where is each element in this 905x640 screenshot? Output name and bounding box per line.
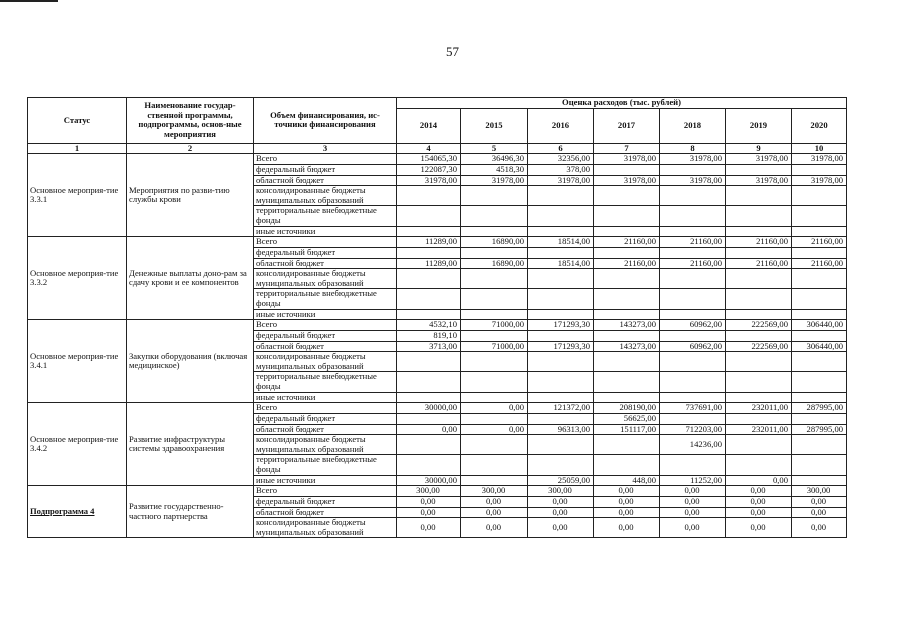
amount-cell (660, 164, 726, 175)
amount-cell (792, 475, 847, 486)
amount-cell: 31978,00 (461, 175, 528, 186)
amount-cell (461, 330, 528, 341)
funding-source: областной бюджет (254, 258, 397, 269)
amount-cell: 36496,30 (461, 154, 528, 165)
funding-source: областной бюджет (254, 507, 397, 518)
amount-cell: 31978,00 (594, 175, 660, 186)
amount-cell: 143273,00 (594, 320, 660, 331)
amount-cell (660, 226, 726, 237)
amount-cell (594, 247, 660, 258)
financing-table (27, 97, 847, 538)
header-status: Статус (28, 98, 127, 144)
amount-cell (594, 392, 660, 403)
row-status (28, 403, 127, 486)
amount-cell: 11252,00 (660, 475, 726, 486)
amount-cell (397, 206, 461, 226)
row-name: Денежные выплаты доно-рам за сдачу крови и ее компонентов (127, 237, 254, 320)
amount-cell (726, 289, 792, 309)
amount-cell (528, 206, 594, 226)
amount-cell (660, 330, 726, 341)
amount-cell (792, 413, 847, 424)
amount-cell (726, 413, 792, 424)
amount-cell: 232011,00 (726, 424, 792, 435)
amount-cell (726, 247, 792, 258)
amount-cell: 0,00 (660, 518, 726, 538)
amount-cell (461, 392, 528, 403)
amount-cell (792, 330, 847, 341)
amount-cell (660, 269, 726, 289)
header-year: 2014 (397, 108, 461, 143)
column-number: 10 (792, 143, 847, 154)
amount-cell: 0,00 (792, 507, 847, 518)
amount-cell (792, 372, 847, 392)
amount-cell: 21160,00 (726, 237, 792, 248)
amount-cell (528, 435, 594, 455)
amount-cell (660, 309, 726, 320)
amount-cell (726, 226, 792, 237)
amount-cell (461, 372, 528, 392)
table-row (28, 154, 847, 165)
amount-cell (461, 475, 528, 486)
column-number: 3 (254, 143, 397, 154)
amount-cell (792, 226, 847, 237)
header-volume: Объем финансирования, ис-точники финансирования (254, 98, 397, 144)
amount-cell: 21160,00 (660, 258, 726, 269)
amount-cell: 0,00 (397, 496, 461, 507)
amount-cell (594, 330, 660, 341)
amount-cell (594, 352, 660, 372)
amount-cell (528, 309, 594, 320)
column-number: 8 (660, 143, 726, 154)
header-name: Наименование государ-ственной программы, подпрограммы, основ-ные мероприятия (127, 98, 254, 144)
amount-cell: 222569,00 (726, 341, 792, 352)
amount-cell: 143273,00 (594, 341, 660, 352)
amount-cell (461, 247, 528, 258)
funding-source: иные источники (254, 309, 397, 320)
funding-source: консолидированные бюджеты муниципальных образований (254, 269, 397, 289)
amount-cell (461, 226, 528, 237)
amount-cell: 0,00 (461, 424, 528, 435)
amount-cell: 18514,00 (528, 237, 594, 248)
amount-cell: 14236,00 (660, 435, 726, 455)
amount-cell (461, 435, 528, 455)
amount-cell (594, 269, 660, 289)
column-number: 4 (397, 143, 461, 154)
amount-cell (792, 247, 847, 258)
amount-cell: 448,00 (594, 475, 660, 486)
amount-cell: 71000,00 (461, 341, 528, 352)
amount-cell (461, 309, 528, 320)
amount-cell (397, 309, 461, 320)
amount-cell: 0,00 (660, 496, 726, 507)
amount-cell: 171293,30 (528, 341, 594, 352)
amount-cell (528, 289, 594, 309)
amount-cell (726, 309, 792, 320)
amount-cell (594, 289, 660, 309)
funding-source: федеральный бюджет (254, 413, 397, 424)
amount-cell (792, 289, 847, 309)
header-estimate: Оценка расходов (тыс. рублей) (397, 98, 847, 109)
header-year: 2017 (594, 108, 660, 143)
table-row (28, 320, 847, 331)
amount-cell (397, 289, 461, 309)
amount-cell: 31978,00 (594, 154, 660, 165)
amount-cell (792, 269, 847, 289)
amount-cell (594, 164, 660, 175)
amount-cell: 0,00 (461, 496, 528, 507)
amount-cell: 306440,00 (792, 341, 847, 352)
amount-cell: 0,00 (594, 496, 660, 507)
row-name: Мероприятия по разви-тию службы крови (127, 154, 254, 237)
amount-cell (594, 455, 660, 475)
amount-cell (660, 372, 726, 392)
amount-cell: 60962,00 (660, 341, 726, 352)
amount-cell: 154065,30 (397, 154, 461, 165)
row-status (28, 486, 127, 538)
amount-cell: 0,00 (660, 486, 726, 497)
amount-cell: 819,10 (397, 330, 461, 341)
amount-cell: 0,00 (528, 507, 594, 518)
amount-cell: 378,00 (528, 164, 594, 175)
amount-cell (461, 289, 528, 309)
amount-cell: 25059,00 (528, 475, 594, 486)
column-number: 1 (28, 143, 127, 154)
funding-source: территориальные внебюджетные фонды (254, 206, 397, 226)
amount-cell (726, 269, 792, 289)
amount-cell: 171293,30 (528, 320, 594, 331)
amount-cell (792, 352, 847, 372)
amount-cell (528, 330, 594, 341)
amount-cell (660, 352, 726, 372)
amount-cell (528, 413, 594, 424)
amount-cell: 0,00 (594, 486, 660, 497)
amount-cell (461, 269, 528, 289)
amount-cell (528, 269, 594, 289)
status-label: Основное мероприя-тие 3.4.2 (30, 433, 119, 454)
amount-cell: 712203,00 (660, 424, 726, 435)
amount-cell: 21160,00 (594, 258, 660, 269)
header-year: 2015 (461, 108, 528, 143)
amount-cell (594, 206, 660, 226)
amount-cell: 32356,00 (528, 154, 594, 165)
amount-cell: 0,00 (726, 518, 792, 538)
amount-cell (528, 226, 594, 237)
page-number: 57 (446, 44, 459, 59)
funding-source: областной бюджет (254, 175, 397, 186)
funding-source: федеральный бюджет (254, 164, 397, 175)
amount-cell (528, 455, 594, 475)
amount-cell (726, 372, 792, 392)
funding-source: иные источники (254, 475, 397, 486)
amount-cell (397, 226, 461, 237)
amount-cell (528, 247, 594, 258)
amount-cell: 300,00 (792, 486, 847, 497)
funding-source: федеральный бюджет (254, 247, 397, 258)
amount-cell (397, 413, 461, 424)
amount-cell (594, 435, 660, 455)
funding-source: областной бюджет (254, 341, 397, 352)
amount-cell: 0,00 (792, 518, 847, 538)
amount-cell (726, 206, 792, 226)
amount-cell (792, 435, 847, 455)
column-number: 2 (127, 143, 254, 154)
row-status (28, 237, 127, 320)
amount-cell (397, 435, 461, 455)
status-label: Подпрограмма 4 (30, 506, 95, 516)
amount-cell (397, 455, 461, 475)
amount-cell (660, 455, 726, 475)
amount-cell: 96313,00 (528, 424, 594, 435)
amount-cell (792, 392, 847, 403)
status-label: Основное мероприя-тие 3.3.2 (30, 267, 119, 288)
amount-cell: 300,00 (528, 486, 594, 497)
amount-cell: 11289,00 (397, 237, 461, 248)
amount-cell: 11289,00 (397, 258, 461, 269)
amount-cell (594, 372, 660, 392)
funding-source: Всего (254, 154, 397, 165)
table-row (28, 403, 847, 414)
funding-source: консолидированные бюджеты муниципальных образований (254, 186, 397, 206)
column-number: 9 (726, 143, 792, 154)
amount-cell (792, 309, 847, 320)
header-year: 2020 (792, 108, 847, 143)
funding-source: Всего (254, 320, 397, 331)
top-rule (0, 0, 58, 2)
column-number: 7 (594, 143, 660, 154)
amount-cell: 31978,00 (660, 175, 726, 186)
amount-cell: 0,00 (397, 507, 461, 518)
funding-source: консолидированные бюджеты муниципальных образований (254, 435, 397, 455)
amount-cell (792, 206, 847, 226)
amount-cell: 0,00 (726, 475, 792, 486)
funding-source: Всего (254, 237, 397, 248)
amount-cell: 0,00 (461, 403, 528, 414)
table-row (28, 486, 847, 497)
amount-cell (726, 186, 792, 206)
amount-cell (397, 247, 461, 258)
amount-cell (660, 186, 726, 206)
status-label: Основное мероприя-тие 3.4.1 (30, 350, 119, 371)
amount-cell (397, 352, 461, 372)
amount-cell: 0,00 (397, 424, 461, 435)
amount-cell: 222569,00 (726, 320, 792, 331)
amount-cell (792, 455, 847, 475)
funding-source: иные источники (254, 392, 397, 403)
amount-cell: 30000,00 (397, 403, 461, 414)
amount-cell: 0,00 (594, 518, 660, 538)
amount-cell: 71000,00 (461, 320, 528, 331)
amount-cell: 31978,00 (792, 154, 847, 165)
amount-cell (792, 164, 847, 175)
funding-source: территориальные внебюджетные фонды (254, 372, 397, 392)
header-year: 2019 (726, 108, 792, 143)
funding-source: федеральный бюджет (254, 496, 397, 507)
amount-cell (660, 206, 726, 226)
amount-cell: 31978,00 (397, 175, 461, 186)
amount-cell (461, 186, 528, 206)
amount-cell: 122087,30 (397, 164, 461, 175)
amount-cell (461, 206, 528, 226)
row-status (28, 320, 127, 403)
amount-cell (397, 186, 461, 206)
amount-cell: 300,00 (397, 486, 461, 497)
amount-cell (660, 413, 726, 424)
amount-cell: 287995,00 (792, 403, 847, 414)
amount-cell: 18514,00 (528, 258, 594, 269)
amount-cell: 737691,00 (660, 403, 726, 414)
funding-source: областной бюджет (254, 424, 397, 435)
amount-cell (594, 309, 660, 320)
amount-cell: 31978,00 (528, 175, 594, 186)
amount-cell: 121372,00 (528, 403, 594, 414)
amount-cell: 0,00 (397, 518, 461, 538)
header-year: 2018 (660, 108, 726, 143)
amount-cell (461, 413, 528, 424)
amount-cell (726, 330, 792, 341)
amount-cell: 300,00 (461, 486, 528, 497)
amount-cell: 16890,00 (461, 258, 528, 269)
column-number: 6 (528, 143, 594, 154)
amount-cell (397, 372, 461, 392)
row-status (28, 154, 127, 237)
amount-cell: 0,00 (461, 507, 528, 518)
amount-cell: 21160,00 (594, 237, 660, 248)
row-name: Закупки оборудования (включая медицинское) (127, 320, 254, 403)
row-name: Развитие государственно-частного партнерства (127, 486, 254, 538)
amount-cell (660, 247, 726, 258)
amount-cell (528, 372, 594, 392)
funding-source: территориальные внебюджетные фонды (254, 289, 397, 309)
amount-cell (594, 186, 660, 206)
funding-source: федеральный бюджет (254, 330, 397, 341)
amount-cell: 31978,00 (726, 175, 792, 186)
status-label: Основное мероприя-тие 3.3.1 (30, 184, 119, 205)
funding-source: территориальные внебюджетные фонды (254, 455, 397, 475)
funding-source: иные источники (254, 226, 397, 237)
amount-cell (660, 392, 726, 403)
amount-cell: 151117,00 (594, 424, 660, 435)
amount-cell: 232011,00 (726, 403, 792, 414)
amount-cell: 0,00 (594, 507, 660, 518)
amount-cell: 21160,00 (792, 237, 847, 248)
funding-source: Всего (254, 403, 397, 414)
amount-cell (660, 289, 726, 309)
amount-cell (461, 455, 528, 475)
amount-cell (397, 269, 461, 289)
amount-cell: 56625,00 (594, 413, 660, 424)
amount-cell: 31978,00 (660, 154, 726, 165)
table-row (28, 237, 847, 248)
amount-cell: 21160,00 (726, 258, 792, 269)
amount-cell: 0,00 (726, 507, 792, 518)
header-year: 2016 (528, 108, 594, 143)
amount-cell: 306440,00 (792, 320, 847, 331)
amount-cell: 0,00 (726, 486, 792, 497)
amount-cell (726, 435, 792, 455)
amount-cell (594, 226, 660, 237)
amount-cell (792, 186, 847, 206)
amount-cell (726, 392, 792, 403)
amount-cell: 16890,00 (461, 237, 528, 248)
amount-cell: 0,00 (461, 518, 528, 538)
amount-cell: 3713,00 (397, 341, 461, 352)
amount-cell: 60962,00 (660, 320, 726, 331)
amount-cell: 287995,00 (792, 424, 847, 435)
amount-cell: 21160,00 (792, 258, 847, 269)
amount-cell (461, 352, 528, 372)
amount-cell (528, 352, 594, 372)
amount-cell: 4518,30 (461, 164, 528, 175)
funding-source: консолидированные бюджеты муниципальных образований (254, 518, 397, 538)
amount-cell: 31978,00 (792, 175, 847, 186)
amount-cell (528, 186, 594, 206)
amount-cell: 0,00 (660, 507, 726, 518)
amount-cell (726, 455, 792, 475)
amount-cell (397, 392, 461, 403)
amount-cell: 0,00 (792, 496, 847, 507)
amount-cell: 4532,10 (397, 320, 461, 331)
amount-cell: 30000,00 (397, 475, 461, 486)
amount-cell (528, 392, 594, 403)
amount-cell: 0,00 (528, 518, 594, 538)
row-name: Развитие инфраструктуры системы здравоохранения (127, 403, 254, 486)
funding-source: Всего (254, 486, 397, 497)
amount-cell: 0,00 (528, 496, 594, 507)
column-number: 5 (461, 143, 528, 154)
amount-cell (726, 352, 792, 372)
amount-cell: 208190,00 (594, 403, 660, 414)
amount-cell: 21160,00 (660, 237, 726, 248)
amount-cell: 31978,00 (726, 154, 792, 165)
amount-cell (726, 164, 792, 175)
funding-source: консолидированные бюджеты муниципальных образований (254, 352, 397, 372)
amount-cell: 0,00 (726, 496, 792, 507)
